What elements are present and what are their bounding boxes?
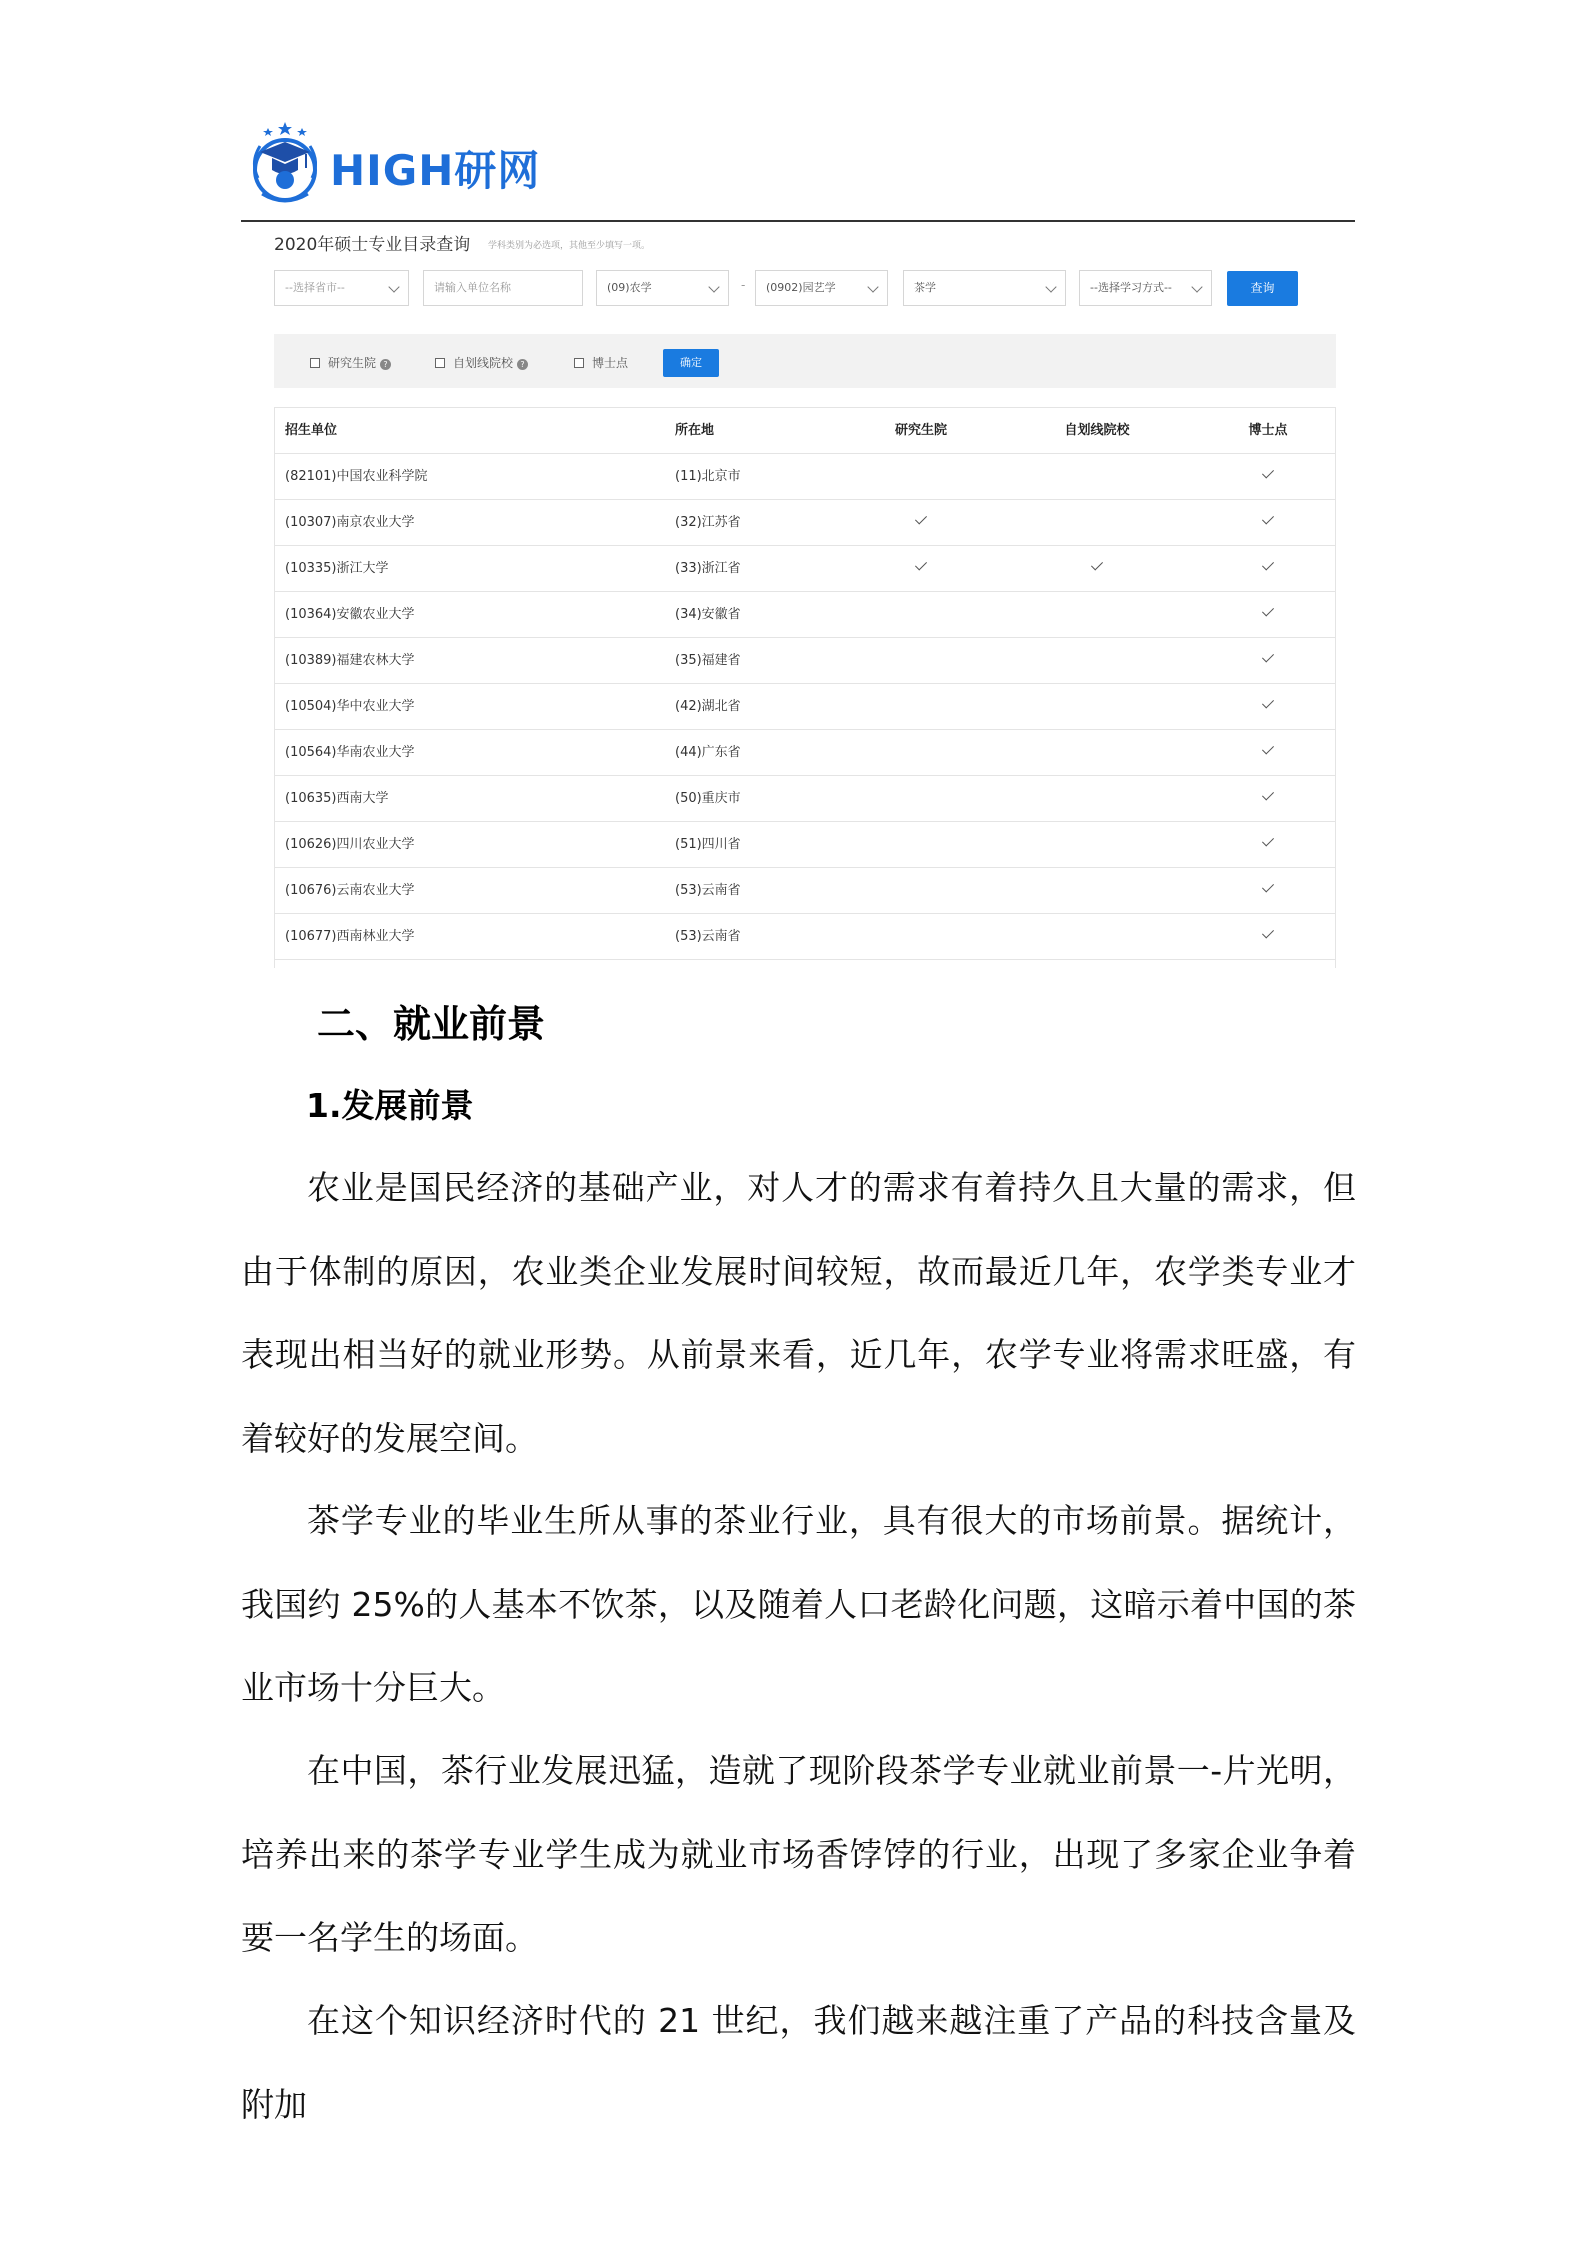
- graduate-school-cell: [821, 822, 1021, 868]
- section-title: 二、就业前景: [317, 1002, 546, 1046]
- checkbox-icon: [310, 358, 320, 368]
- chevron-down-icon: [708, 281, 719, 292]
- location-cell: (50)重庆市: [675, 791, 741, 806]
- graduate-school-cell: [821, 868, 1021, 914]
- paragraph: 在这个知识经济时代的 21 世纪，我们越来越注重了产品的科技含量及附加: [241, 2001, 1356, 2124]
- location-cell: (34)安徽省: [675, 607, 741, 622]
- doctoral-cell: [1168, 776, 1336, 822]
- select-separator: -: [741, 278, 746, 292]
- doctoral-label: 博士点: [592, 356, 629, 370]
- logo-text: HIGH研网: [330, 146, 541, 195]
- category-select[interactable]: [596, 270, 729, 306]
- doctoral-cell: [1168, 914, 1336, 960]
- self-line-cell: [997, 684, 1197, 730]
- chevron-down-icon: [388, 281, 399, 292]
- table-row[interactable]: [275, 684, 1335, 730]
- check-icon: [1262, 788, 1274, 800]
- graduate-school-cell: [821, 454, 1021, 500]
- chevron-down-icon: [1191, 281, 1202, 292]
- graduate-school-cell: [821, 546, 1021, 592]
- unit-cell: (10626)四川农业大学: [285, 837, 415, 852]
- self-line-checkbox[interactable]: [435, 354, 528, 371]
- self-line-cell: [997, 730, 1197, 776]
- graduate-school-cell: [821, 684, 1021, 730]
- unit-name-placeholder: 请输入单位名称: [434, 281, 511, 294]
- location-cell: (32)江苏省: [675, 515, 741, 530]
- discipline-select[interactable]: [755, 270, 888, 306]
- graduate-school-cell: [821, 914, 1021, 960]
- table-row[interactable]: [275, 822, 1335, 868]
- check-icon: [1262, 558, 1274, 570]
- doctoral-cell: [1168, 638, 1336, 684]
- self-line-cell: [997, 500, 1197, 546]
- table-row[interactable]: [275, 730, 1335, 776]
- help-icon[interactable]: ?: [517, 359, 528, 370]
- check-icon: [1262, 650, 1274, 662]
- doctoral-cell: [1168, 730, 1336, 776]
- doctoral-checkbox[interactable]: [574, 354, 628, 371]
- check-icon: [915, 558, 927, 570]
- doctoral-cell: [1168, 454, 1336, 500]
- query-hint: 学科类别为必选项，其他至少填写一项。: [488, 241, 651, 251]
- graduate-school-cell: [821, 730, 1021, 776]
- header-location: 所在地: [675, 423, 715, 438]
- self-line-cell: [997, 546, 1197, 592]
- checkbox-icon: [435, 358, 445, 368]
- study-mode-select[interactable]: [1079, 270, 1212, 306]
- header-unit: 招生单位: [285, 423, 338, 438]
- table-row[interactable]: [275, 638, 1335, 684]
- check-icon: [1262, 512, 1274, 524]
- graduate-school-cell: [821, 500, 1021, 546]
- table-row[interactable]: [275, 454, 1335, 500]
- major-select[interactable]: [903, 270, 1066, 306]
- table-row[interactable]: [275, 868, 1335, 914]
- self-line-cell: [997, 592, 1197, 638]
- doctoral-cell: [1168, 822, 1336, 868]
- graduate-school-cell: [821, 592, 1021, 638]
- graduate-school-label: 研究生院: [328, 356, 377, 370]
- check-icon: [1262, 834, 1274, 846]
- unit-cell: (82101)中国农业科学院: [285, 469, 428, 484]
- unit-cell: (10504)华中农业大学: [285, 699, 415, 714]
- table-row[interactable]: [275, 914, 1335, 960]
- self-line-label: 自划线院校: [453, 356, 514, 370]
- self-line-cell: [997, 638, 1197, 684]
- help-icon[interactable]: ?: [380, 359, 391, 370]
- self-line-cell: [997, 822, 1197, 868]
- paragraph: 在中国，茶行业发展迅猛，造就了现阶段茶学专业就业前景一-片光明，培养出来的茶学专业学生成为就业市场香饽饽的行业，出现了多家企业争着要一名学生的场面。: [241, 1751, 1356, 1957]
- logo: [244, 118, 544, 210]
- query-title: 2020年硕士专业目录查询: [274, 235, 471, 255]
- location-cell: (42)湖北省: [675, 699, 741, 714]
- self-line-cell: [997, 868, 1197, 914]
- graduate-school-checkbox[interactable]: [310, 354, 391, 371]
- query-button[interactable]: 查询: [1227, 271, 1298, 306]
- location-cell: (53)云南省: [675, 883, 741, 898]
- location-cell: (51)四川省: [675, 837, 741, 852]
- table-row[interactable]: [275, 546, 1335, 592]
- location-cell: (33)浙江省: [675, 561, 741, 576]
- self-line-cell: [997, 776, 1197, 822]
- paragraph: 农业是国民经济的基础产业，对人才的需求有着持久且大量的需求，但由于体制的原因，农业类企业发展时间较短，故而最近几年，农学类专业才表现出相当好的就业形势。从前景来看，近几年，农学专业将需求旺盛，有着较好的发展空间。: [241, 1168, 1356, 1458]
- header-graduate-school: 研究生院: [894, 423, 947, 438]
- unit-cell: (10389)福建农林大学: [285, 653, 415, 668]
- doctoral-cell: [1168, 592, 1336, 638]
- location-cell: (44)广东省: [675, 745, 741, 760]
- chevron-down-icon: [1045, 281, 1056, 292]
- table-row[interactable]: [275, 592, 1335, 638]
- self-line-cell: [997, 454, 1197, 500]
- check-icon: [915, 512, 927, 524]
- major-select-value: 茶学: [914, 281, 936, 294]
- location-cell: (53)云南省: [675, 929, 741, 944]
- subsection-title: 1.发展前景: [306, 1086, 474, 1125]
- doctoral-cell: [1168, 684, 1336, 730]
- check-icon: [1262, 696, 1274, 708]
- check-icon: [1262, 926, 1274, 938]
- unit-cell: (10635)西南大学: [285, 791, 389, 806]
- check-icon: [1262, 742, 1274, 754]
- province-select-value: --选择省市--: [285, 281, 345, 294]
- table-header-row: [275, 408, 1335, 454]
- check-icon: [1262, 466, 1274, 478]
- study-mode-select-value: --选择学习方式--: [1090, 281, 1172, 294]
- unit-cell: (10335)浙江大学: [285, 561, 389, 576]
- header-doctoral: 博士点: [1248, 423, 1288, 438]
- results-table: [274, 407, 1336, 968]
- table-row[interactable]: [275, 500, 1335, 546]
- location-cell: (11)北京市: [675, 469, 741, 484]
- graduate-school-cell: [821, 638, 1021, 684]
- unit-cell: (10307)南京农业大学: [285, 515, 415, 530]
- checkbox-icon: [574, 358, 584, 368]
- doctoral-cell: [1168, 500, 1336, 546]
- paragraph: 茶学专业的毕业生所从事的茶业行业，具有很大的市场前景。据统计，我国约 25%的人基本不饮茶，以及随着人口老龄化问题，这暗示着中国的茶业市场十分巨大。: [241, 1501, 1356, 1707]
- table-row[interactable]: [275, 776, 1335, 822]
- province-select[interactable]: [274, 270, 409, 306]
- unit-cell: (10364)安徽农业大学: [285, 607, 415, 622]
- check-icon: [1262, 880, 1274, 892]
- unit-cell: (10564)华南农业大学: [285, 745, 415, 760]
- unit-cell: (10677)西南林业大学: [285, 929, 415, 944]
- filter-bar: [274, 334, 1336, 388]
- check-icon: [1262, 604, 1274, 616]
- header-divider: [241, 220, 1355, 222]
- header-self-line: 自划线院校: [1064, 423, 1130, 438]
- doctoral-cell: [1168, 546, 1336, 592]
- check-icon: [1091, 558, 1103, 570]
- chevron-down-icon: [867, 281, 878, 292]
- discipline-select-value: (0902)园艺学: [766, 281, 836, 294]
- graduate-emblem-icon: [244, 118, 326, 210]
- category-select-value: (09)农学: [607, 281, 652, 294]
- graduate-school-cell: [821, 776, 1021, 822]
- unit-cell: (10676)云南农业大学: [285, 883, 415, 898]
- doctoral-cell: [1168, 868, 1336, 914]
- confirm-button[interactable]: 确定: [663, 349, 719, 377]
- self-line-cell: [997, 914, 1197, 960]
- unit-name-input[interactable]: [423, 270, 583, 306]
- location-cell: (35)福建省: [675, 653, 741, 668]
